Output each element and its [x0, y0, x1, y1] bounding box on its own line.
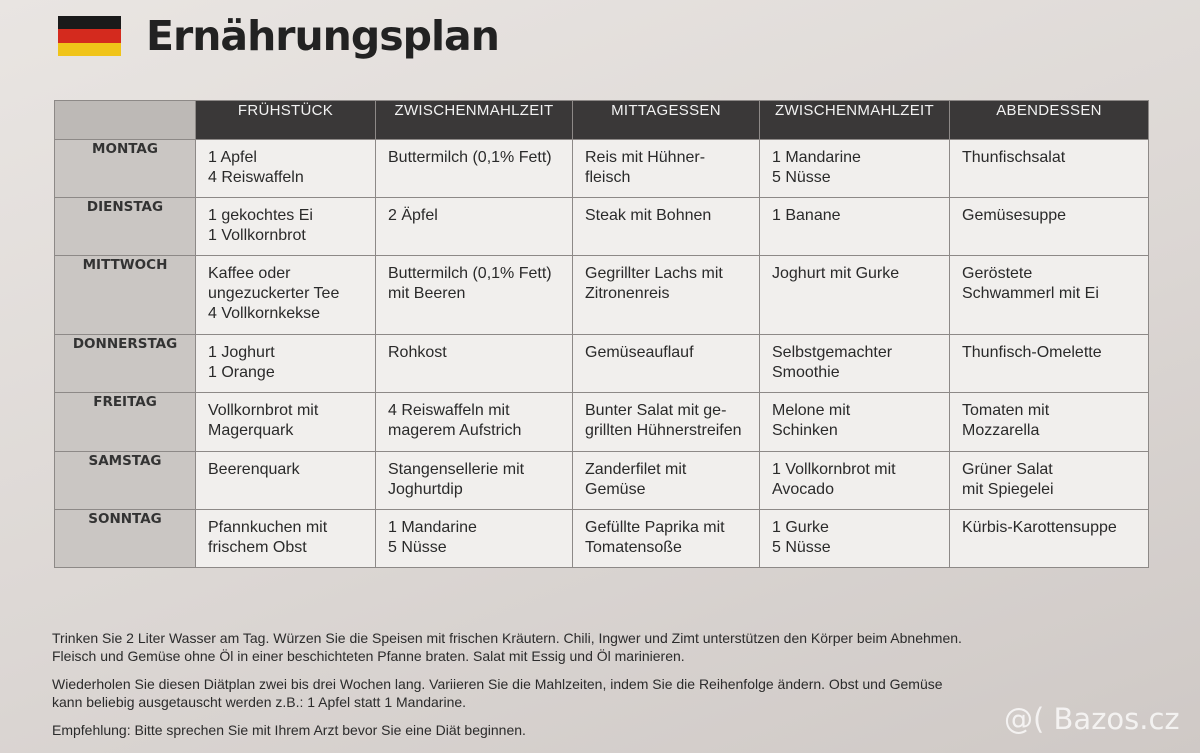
meal-cell: Gegrillter Lachs mit Zitronenreis	[573, 256, 760, 335]
meal-plan-table	[54, 100, 1149, 568]
meal-cell: Thunfischsalat	[950, 140, 1149, 198]
meal-cell: 1 Mandarine 5 Nüsse	[760, 140, 950, 198]
meal-cell: Vollkornbrot mit Magerquark	[196, 393, 376, 451]
header-row	[55, 101, 1149, 140]
meal-cell: 1 Mandarine 5 Nüsse	[376, 509, 573, 567]
column-header: MITTAGESSEN	[573, 101, 760, 140]
day-label: DONNERSTAG	[55, 335, 196, 393]
meal-cell: Joghurt mit Gurke	[760, 256, 950, 335]
meal-cell: 1 gekochtes Ei 1 Vollkornbrot	[196, 198, 376, 256]
meal-cell: Geröstete Schwammerl mit Ei	[950, 256, 1149, 335]
meal-cell: Buttermilch (0,1% Fett)	[376, 140, 573, 198]
flag-stripe-red	[58, 29, 121, 42]
table-row	[55, 393, 1149, 451]
meal-cell: 1 Apfel 4 Reiswaffeln	[196, 140, 376, 198]
corner-cell	[55, 101, 196, 140]
day-label: SAMSTAG	[55, 451, 196, 509]
meal-cell: Reis mit Hühner- fleisch	[573, 140, 760, 198]
flag-stripe-gold	[58, 43, 121, 56]
table-row	[55, 198, 1149, 256]
meal-cell: 4 Reiswaffeln mit magerem Aufstrich	[376, 393, 573, 451]
meal-cell: Stangensellerie mit Joghurtdip	[376, 451, 573, 509]
column-header: FRÜHSTÜCK	[196, 101, 376, 140]
day-label: MONTAG	[55, 140, 196, 198]
meal-cell: Melone mit Schinken	[760, 393, 950, 451]
meal-cell: Bunter Salat mit ge- grillten Hühnerstreifen	[573, 393, 760, 451]
day-label: FREITAG	[55, 393, 196, 451]
notes-section	[52, 629, 1162, 749]
meal-cell: Buttermilch (0,1% Fett) mit Beeren	[376, 256, 573, 335]
meal-cell: Rohkost	[376, 335, 573, 393]
column-header: ZWISCHENMAHLZEIT	[376, 101, 573, 140]
meal-cell: Gemüseauflauf	[573, 335, 760, 393]
table-row	[55, 451, 1149, 509]
meal-cell: 1 Banane	[760, 198, 950, 256]
day-label: DIENSTAG	[55, 198, 196, 256]
meal-cell: Grüner Salat mit Spiegelei	[950, 451, 1149, 509]
meal-cell: Beerenquark	[196, 451, 376, 509]
column-header: ZWISCHENMAHLZEIT	[760, 101, 950, 140]
table-row	[55, 140, 1149, 198]
column-header: ABENDESSEN	[950, 101, 1149, 140]
note-paragraph: Trinken Sie 2 Liter Wasser am Tag. Würzen Sie die Speisen mit frischen Kräutern. Chili, Ingwer und Zimt unterstützen den Körper beim Abnehmen. Fleisch und Gemüse ohne Öl in einer beschichteten Pfanne braten. Salat mit Essig und Öl marinieren.	[52, 630, 962, 664]
meal-cell: Kaffee oder ungezuckerter Tee 4 Vollkornkekse	[196, 256, 376, 335]
meal-cell: Tomaten mit Mozzarella	[950, 393, 1149, 451]
meal-cell: Kürbis-Karottensuppe	[950, 509, 1149, 567]
bazos-watermark: @( Bazos.cz	[1004, 702, 1180, 736]
meal-cell: Zanderfilet mit Gemüse	[573, 451, 760, 509]
meal-cell: 2 Äpfel	[376, 198, 573, 256]
table-row	[55, 335, 1149, 393]
day-label: MITTWOCH	[55, 256, 196, 335]
german-flag-icon	[58, 16, 121, 56]
flag-stripe-black	[58, 16, 121, 29]
note-paragraph: Wiederholen Sie diesen Diätplan zwei bis drei Wochen lang. Variieren Sie die Mahlzeiten, indem Sie die Reihenfolge ändern. Obst und Gemüse kann beliebig ausgetauscht werden z.B.: 1 Apfel statt 1 Mandarine.	[52, 676, 943, 710]
meal-cell: 1 Gurke 5 Nüsse	[760, 509, 950, 567]
meal-cell: 1 Joghurt 1 Orange	[196, 335, 376, 393]
meal-cell: Selbstgemachter Smoothie	[760, 335, 950, 393]
page-title: Ernährungsplan	[146, 12, 499, 60]
table-row	[55, 256, 1149, 335]
day-label: SONNTAG	[55, 509, 196, 567]
table-row	[55, 509, 1149, 567]
meal-cell: Thunfisch-Omelette	[950, 335, 1149, 393]
meal-cell: 1 Vollkornbrot mit Avocado	[760, 451, 950, 509]
recommendation-note: Empfehlung: Bitte sprechen Sie mit Ihrem Arzt bevor Sie eine Diät beginnen.	[52, 722, 526, 738]
meal-cell: Gefüllte Paprika mit Tomatensoße	[573, 509, 760, 567]
meal-cell: Pfannkuchen mit frischem Obst	[196, 509, 376, 567]
meal-cell: Steak mit Bohnen	[573, 198, 760, 256]
meal-cell: Gemüsesuppe	[950, 198, 1149, 256]
